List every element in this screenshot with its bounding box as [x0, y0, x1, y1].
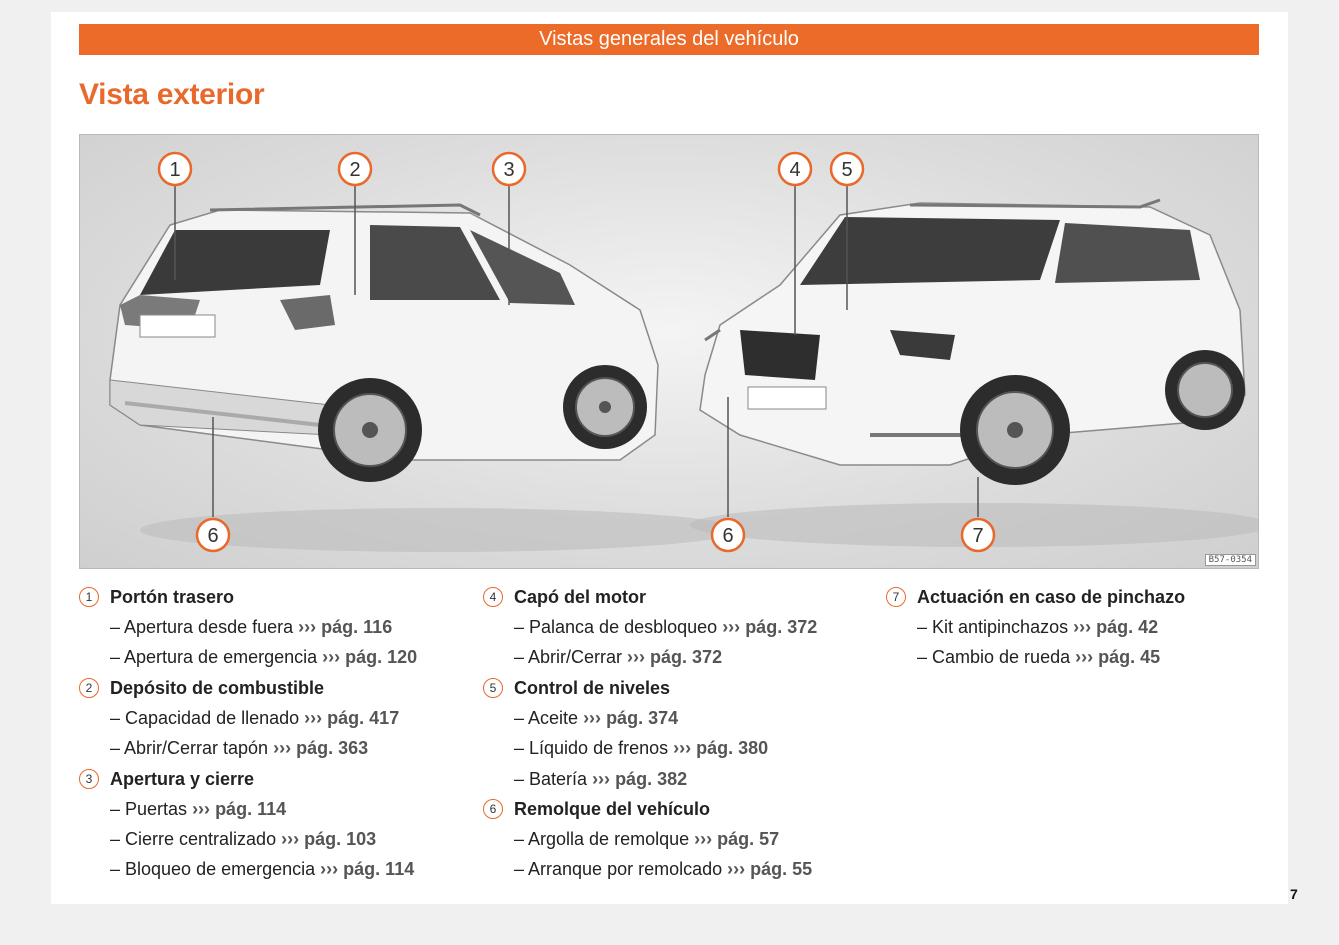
section-title: Depósito de combustible: [110, 677, 325, 698]
section-number: 1: [79, 587, 99, 607]
page-reference-link[interactable]: [592, 769, 687, 789]
page-reference: pág. 103: [304, 828, 377, 849]
page-reference-link[interactable]: [298, 617, 392, 637]
page-reference: pág. 42: [1096, 617, 1159, 637]
list-item: [79, 856, 459, 886]
page-reference-link[interactable]: [1073, 617, 1158, 637]
arrow-icon: ›››: [592, 768, 611, 789]
page-reference: pág. 45: [1098, 647, 1161, 668]
page-reference-link[interactable]: [273, 738, 368, 758]
item-text: – Aceite: [514, 707, 579, 728]
section-number: 4: [483, 587, 503, 607]
arrow-icon: ›››: [583, 707, 602, 728]
list-item: [483, 856, 863, 886]
page-reference-link[interactable]: [583, 708, 678, 728]
arrow-icon: ›››: [1073, 617, 1092, 637]
page-reference-link[interactable]: [1075, 647, 1160, 667]
callout-5: [831, 153, 863, 185]
arrow-icon: ›››: [727, 859, 746, 880]
arrow-icon: ›››: [281, 828, 300, 849]
page-reference-link[interactable]: [192, 799, 286, 819]
section-heading: [483, 796, 863, 826]
section-title: Control de niveles: [514, 677, 671, 698]
page-reference: pág. 380: [696, 738, 769, 759]
page-reference-link[interactable]: [694, 829, 779, 849]
list-item: [483, 735, 863, 765]
item-text: – Cambio de rueda: [917, 647, 1071, 668]
page-title: Vista exterior: [79, 78, 265, 111]
list-item: [79, 826, 459, 856]
page-reference: pág. 114: [343, 859, 415, 880]
item-text: – Apertura desde fuera: [110, 617, 294, 637]
page-reference: pág. 374: [606, 707, 679, 728]
page-reference: pág. 57: [717, 828, 780, 849]
section-heading: [483, 675, 863, 705]
arrow-icon: ›››: [273, 738, 292, 759]
page-reference-link[interactable]: [722, 617, 817, 637]
page-reference-link[interactable]: [727, 859, 812, 879]
callout-6-rear: [197, 519, 229, 551]
page-reference: pág. 417: [327, 707, 400, 728]
list-item: [79, 735, 459, 765]
item-text: – Bloqueo de emergencia: [110, 859, 316, 880]
section-title: Apertura y cierre: [110, 768, 255, 789]
arrow-icon: ›››: [304, 707, 323, 728]
section-title: Portón trasero: [110, 587, 235, 607]
vehicle-illustration: [80, 135, 1258, 568]
list-item: [79, 796, 459, 826]
item-text: – Cierre centralizado: [110, 828, 277, 849]
arrow-icon: ›››: [722, 617, 741, 637]
callout-7: [962, 519, 994, 551]
front-car-illustration: [690, 200, 1258, 547]
list-item: [886, 614, 1266, 644]
item-text: – Abrir/Cerrar tapón: [110, 738, 269, 759]
list-item: [483, 614, 863, 644]
list-item: [483, 705, 863, 735]
callout-3: [493, 153, 525, 185]
legend-column-1: [79, 584, 459, 887]
list-item: [886, 644, 1266, 674]
section-number: 7: [886, 587, 906, 607]
section-number: 2: [79, 678, 99, 698]
list-item: [483, 826, 863, 856]
page-reference: pág. 116: [321, 617, 393, 637]
page-reference-link[interactable]: [627, 647, 722, 667]
section-title: Remolque del vehículo: [514, 798, 711, 819]
item-text: – Apertura de emergencia: [110, 647, 318, 668]
section-number: 3: [79, 769, 99, 789]
callout-1: [159, 153, 191, 185]
legend-column-2: [483, 584, 863, 887]
callout-6-front-label: 6: [722, 525, 734, 547]
section-header: Vistas generales del vehículo: [79, 24, 1259, 55]
list-item: [483, 644, 863, 674]
item-text: – Abrir/Cerrar: [514, 647, 623, 668]
arrow-icon: ›››: [322, 647, 341, 668]
section-number: 5: [483, 678, 503, 698]
section-heading: [483, 584, 863, 614]
section-heading: [79, 766, 459, 796]
item-text: – Kit antipinchazos: [917, 617, 1069, 637]
item-text: – Palanca de desbloqueo: [514, 617, 718, 637]
section-title: Actuación en caso de pinchazo: [917, 587, 1186, 607]
page-reference: pág. 114: [215, 798, 287, 819]
page-reference: pág. 55: [750, 859, 813, 880]
legend-column-3: [886, 584, 1266, 675]
callout-1-label: 1: [169, 159, 181, 181]
arrow-icon: ›››: [627, 647, 646, 668]
arrow-icon: ›››: [1075, 647, 1094, 668]
callout-5-label: 5: [841, 159, 853, 181]
arrow-icon: ›››: [298, 617, 317, 637]
section-heading: [886, 584, 1266, 614]
page-reference: pág. 363: [296, 738, 369, 759]
callout-2-label: 2: [349, 159, 361, 181]
page-reference-link[interactable]: [281, 829, 376, 849]
arrow-icon: ›››: [192, 798, 211, 819]
list-item: [79, 614, 459, 644]
callout-3-label: 3: [503, 159, 515, 181]
page-reference: pág. 382: [615, 768, 688, 789]
item-text: – Capacidad de llenado: [110, 707, 300, 728]
item-text: – Argolla de remolque: [514, 828, 690, 849]
vehicle-figure: [79, 134, 1259, 569]
callout-6-front: [712, 519, 744, 551]
page-reference: pág. 372: [745, 617, 818, 637]
figure-code: B57-0354: [1205, 554, 1256, 566]
list-item: [483, 766, 863, 796]
page-reference-link[interactable]: [304, 708, 399, 728]
page-reference-link[interactable]: [673, 738, 768, 758]
section-title: Capó del motor: [514, 587, 647, 607]
page-reference-link[interactable]: [322, 647, 417, 667]
item-text: – Líquido de frenos: [514, 738, 669, 759]
page-number: 7: [1290, 886, 1298, 902]
section-heading: [79, 675, 459, 705]
arrow-icon: ›››: [673, 738, 692, 759]
callout-4-label: 4: [789, 159, 801, 181]
section-number: 6: [483, 799, 503, 819]
callout-6-rear-label: 6: [207, 525, 219, 547]
page-reference: pág. 372: [650, 647, 723, 668]
section-heading: [79, 584, 459, 614]
arrow-icon: ›››: [694, 828, 713, 849]
arrow-icon: ›››: [320, 859, 339, 880]
list-item: [79, 705, 459, 735]
rear-car-illustration: [110, 205, 740, 552]
item-text: – Puertas: [110, 798, 188, 819]
item-text: – Batería: [514, 768, 588, 789]
page-reference-link[interactable]: [320, 859, 414, 879]
item-text: – Arranque por remolcado: [514, 859, 723, 880]
list-item: [79, 644, 459, 674]
page-reference: pág. 120: [345, 647, 418, 668]
callout-2: [339, 153, 371, 185]
callout-4: [779, 153, 811, 185]
callout-7-label: 7: [972, 525, 984, 547]
